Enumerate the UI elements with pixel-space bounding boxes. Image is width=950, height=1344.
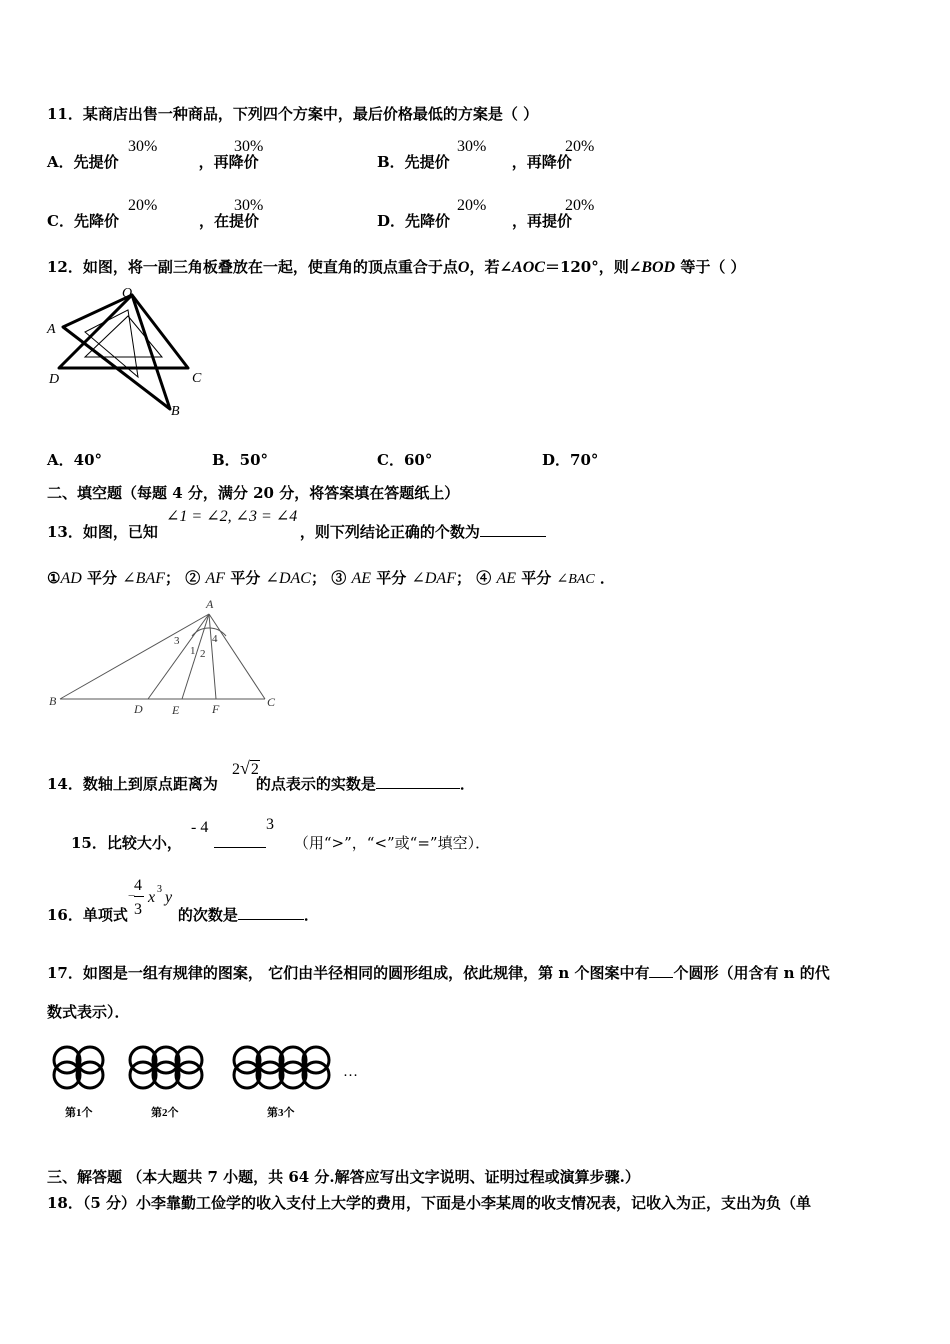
q15-left-value: - 4 xyxy=(191,819,209,836)
q11-c-prefix: C．先降价 xyxy=(47,212,119,230)
q17-circle-patterns xyxy=(45,1040,375,1122)
q11-d-p1: 20% xyxy=(457,197,487,214)
q13-suffix: ，则下列结论正确的个数为 xyxy=(299,523,480,541)
q13-stmt-4-angle: ∠BAC xyxy=(556,572,595,587)
q13-stmt-1-verb: 平分 xyxy=(87,569,118,587)
q13-index-3: ③ xyxy=(331,569,347,587)
q13-sep-3: ； xyxy=(455,569,471,587)
q13-prefix: 13．如图，已知 xyxy=(47,523,158,541)
q13-stmt-2-line: AF xyxy=(205,570,226,587)
q11-stem: 11．某商店出售一种商品，下列四个方案中，最后价格最低的方案是（ ） xyxy=(47,105,539,123)
q15-stem xyxy=(71,832,490,853)
q13-stmt-2-verb: 平分 xyxy=(230,569,261,587)
q16-answer-blank[interactable] xyxy=(238,907,304,920)
q15-answer-blank[interactable] xyxy=(214,835,266,848)
q13-stmt-1-angle: ∠BAF xyxy=(122,570,165,587)
q11-a-prefix: A．先提价 xyxy=(47,153,119,171)
q16-prefix: 16．单项式 xyxy=(47,906,128,924)
q13-stmt-3-line: AE xyxy=(351,570,371,587)
q16-fraction-bar xyxy=(134,896,144,897)
q13-label-d: D xyxy=(134,702,143,716)
q13-end: ． xyxy=(599,569,615,587)
q12-option-b[interactable]: B．50° xyxy=(212,451,269,469)
q16-var-y: y xyxy=(165,889,173,906)
q17-caption-1: 第1个 xyxy=(65,1107,93,1119)
q11-b-prefix: B．先提价 xyxy=(377,153,450,171)
q17-line-1-end: 个圆形（用含有 n 的代 xyxy=(673,964,830,982)
q16-minus-sign: − xyxy=(128,888,136,903)
q12-stem xyxy=(47,256,746,277)
q13-sep-1: ； xyxy=(165,569,181,587)
q12-angle-aoc: AOC xyxy=(512,259,545,276)
q11-b-p1: 30% xyxy=(457,138,487,155)
q13-index-1: ① xyxy=(47,569,61,587)
q13-stmt-4-line: AE xyxy=(496,570,517,587)
q13-label-a: A xyxy=(206,597,214,611)
q12-option-c[interactable]: C．60° xyxy=(377,451,433,469)
q12-stem-c: ＝120°，则∠ xyxy=(544,258,642,276)
q17-pattern-3 xyxy=(234,1047,329,1088)
q14-prefix: 14．数轴上到原点距离为 xyxy=(47,775,218,793)
q12-label-d: D xyxy=(49,372,60,387)
q15-suffix: （用“>”，“<”或“=”填空）． xyxy=(293,834,491,852)
section-2-heading: 二、填空题（每题 4 分，满分 20 分，将答案填在答题纸上） xyxy=(47,484,460,502)
q11-c-p1: 20% xyxy=(128,197,158,214)
q13-stmt-3-verb: 平分 xyxy=(376,569,407,587)
q18-stem: 18．（5 分）小李靠勤工俭学的收入支付上大学的费用，下面是小李某周的收支情况表，记收入为正，支出为负（单 xyxy=(47,1194,812,1212)
section-3-heading: 三、解答题 （本大题共 7 小题，共 64 分.解答应写出文字说明、证明过程或演算步骤.） xyxy=(47,1168,640,1186)
q11-d-prefix: D．先降价 xyxy=(377,212,451,230)
q13-side-ab xyxy=(60,614,209,699)
q13-statements xyxy=(47,567,615,588)
q13-label-c: C xyxy=(267,695,276,709)
q12-stem-b: ，若∠ xyxy=(469,258,513,276)
q13-stmt-2-angle: ∠DAC xyxy=(265,570,311,587)
q13-index-4: ④ xyxy=(476,569,492,587)
q14-radicand: 2 xyxy=(250,761,259,778)
q11-b-mid: ，再降价 xyxy=(511,153,572,171)
q13-stmt-4-verb: 平分 xyxy=(521,569,552,587)
q12-label-a: A xyxy=(47,322,56,337)
q16-end: ． xyxy=(303,906,319,924)
q13-condition: ∠1 = ∠2, ∠3 = ∠4 xyxy=(166,508,298,525)
q17-caption-2: 第2个 xyxy=(151,1107,179,1119)
q12-stem-d: 等于（ ） xyxy=(675,258,746,276)
q14-coefficient: 2 xyxy=(232,761,240,778)
q12-option-d[interactable]: D．70° xyxy=(542,451,599,469)
q14-radical-expression xyxy=(232,758,260,779)
q13-label-b: B xyxy=(49,694,57,708)
q11-a-mid: ，再降价 xyxy=(198,153,259,171)
q13-line-af xyxy=(209,614,216,699)
q16-var-x: x xyxy=(148,889,156,906)
q13-angle-4: 4 xyxy=(212,633,218,645)
q12-label-c: C xyxy=(192,371,202,386)
q12-angle-bod: BOD xyxy=(641,259,676,276)
q11-c-mid: ，在提价 xyxy=(198,212,259,230)
q16-denominator: 3 xyxy=(134,901,142,918)
q13-index-2: ② xyxy=(185,569,201,587)
q12-point-o: O xyxy=(457,259,470,276)
q17-line-1-text: 17．如图是一组有规律的图案， 它们由半径相同的圆形组成，依此规律，第 n 个图案中有 xyxy=(47,964,650,982)
q12-triangles-figure xyxy=(40,282,220,422)
q11-d-mid: ，再提价 xyxy=(512,212,573,230)
q17-ellipsis: … xyxy=(343,1064,358,1080)
q17-caption-3: 第3个 xyxy=(267,1107,295,1119)
q11-c-p2: 30% xyxy=(234,197,264,214)
q17-line-2: 数式表示）． xyxy=(47,1003,130,1021)
q14-answer-blank[interactable] xyxy=(376,776,460,789)
q16-exponent: 3 xyxy=(157,884,162,895)
q11-d-p2: 20% xyxy=(565,197,595,214)
q14-sqrt-sign: √ xyxy=(240,758,250,778)
q15-prefix: 15．比较大小， xyxy=(71,834,182,852)
q13-answer-blank[interactable] xyxy=(480,524,546,537)
q11-b-p2: 20% xyxy=(565,138,595,155)
q12-label-b: B xyxy=(171,404,180,419)
q13-triangle-figure xyxy=(44,594,284,720)
q13-side-ac xyxy=(209,614,265,699)
q13-angle-1: 1 xyxy=(190,645,196,657)
q13-angle-3: 3 xyxy=(174,635,180,647)
q16-stem xyxy=(47,904,319,925)
q11-a-p2: 30% xyxy=(234,138,264,155)
q16-suffix: 的次数是 xyxy=(177,906,238,924)
q16-numerator: 4 xyxy=(134,877,142,894)
q12-stem-a: 12．如图，将一副三角板叠放在一起，使直角的顶点重合于点 xyxy=(47,258,458,276)
q13-label-e: E xyxy=(172,703,180,717)
q14-stem xyxy=(47,773,475,794)
q11-a-p1: 30% xyxy=(128,138,158,155)
q17-pattern-1 xyxy=(54,1047,103,1088)
q15-right-value: 3 xyxy=(266,816,274,833)
q13-label-f: F xyxy=(212,702,220,716)
q12-label-o: O xyxy=(122,286,133,301)
q13-angle-2: 2 xyxy=(200,648,206,660)
q17-line-1 xyxy=(47,962,830,983)
q13-stmt-3-angle: ∠DAF xyxy=(411,570,456,587)
q17-answer-blank[interactable] xyxy=(649,965,673,978)
q14-suffix: 的点表示的实数是 xyxy=(255,775,376,793)
q17-pattern-2 xyxy=(130,1047,202,1088)
q13-stmt-1-line: AD xyxy=(60,570,82,587)
q12-option-a[interactable]: A．40° xyxy=(47,451,103,469)
q13-sep-2: ； xyxy=(310,569,326,587)
q14-end: ． xyxy=(459,775,475,793)
